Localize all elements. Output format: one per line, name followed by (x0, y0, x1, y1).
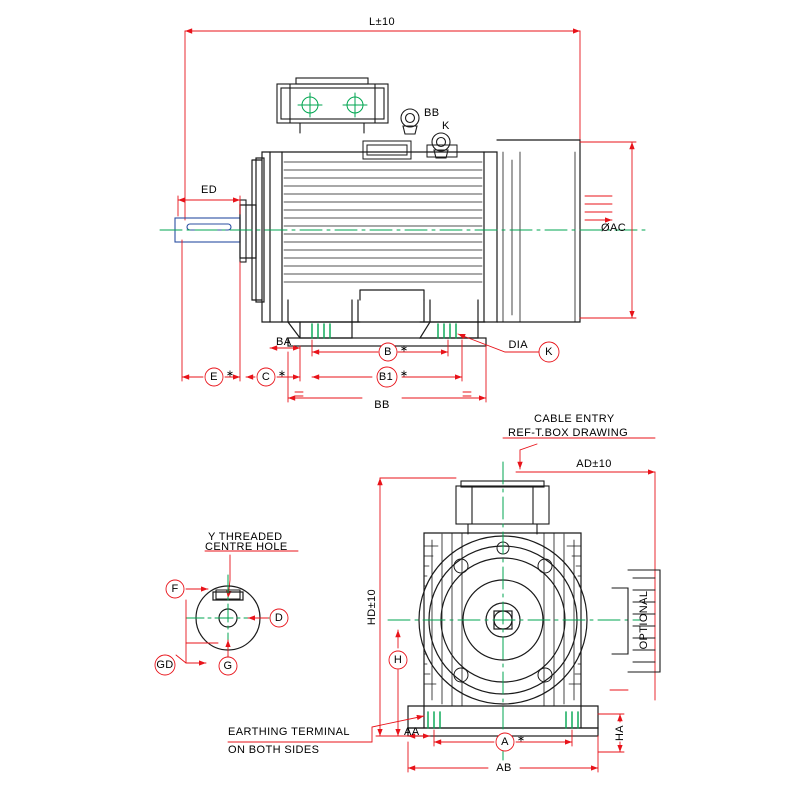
dimension-C (246, 346, 300, 386)
dimension-label-AD: AD±10 (576, 457, 612, 470)
dimension-label-HA: HA (613, 724, 626, 742)
dimension-label-A: A (501, 735, 509, 748)
dimension-B (312, 340, 448, 361)
dimension-HD (376, 478, 456, 736)
dimension-label-B-balloon: BB (424, 106, 440, 119)
dimension-label-BB: BB (374, 398, 390, 411)
terminal-box-side (277, 78, 388, 133)
dimension-ED (178, 196, 240, 216)
fan-cover-ribs (503, 152, 575, 322)
note-earthing-line1: EARTHING TERMINAL (228, 725, 350, 738)
note-cable-entry-line1: CABLE ENTRY (534, 412, 615, 425)
terminal-box-bolts (298, 93, 367, 117)
note-earthing-line2: ON BOTH SIDES (228, 743, 320, 756)
dimension-label-AB: AB (496, 761, 512, 774)
note-cable-entry-line2: REF-T.BOX DRAWING (508, 426, 629, 439)
dimension-L (185, 31, 580, 220)
note-threaded-line2: CENTRE HOLE (205, 540, 288, 553)
optional-cover (612, 570, 660, 672)
shaft-end-detail-view (155, 531, 298, 675)
leader-threaded-hole (205, 551, 298, 598)
dimension-label-B: B (384, 345, 392, 358)
dimension-E (182, 240, 240, 386)
foot-bolt-holes (312, 324, 456, 338)
note-asterisk-B1: ∗ (400, 368, 409, 380)
dimension-label-BA: BA (276, 335, 292, 348)
dimension-label-L: L±10 (369, 15, 395, 28)
dimension-label-K: K (545, 345, 553, 358)
note-asterisk-A: ∗ (517, 733, 526, 745)
motor-body-outline (240, 140, 580, 322)
dimension-label-B1: B1 (378, 370, 394, 383)
side-elevation-view (160, 16, 645, 411)
dimension-label-C: C (261, 370, 271, 383)
front-elevation-view (228, 413, 660, 774)
cooling-fins (284, 162, 482, 282)
dimension-label-D: D (274, 611, 284, 624)
dimension-label-DIA: DIA (508, 338, 528, 351)
label-optional: OPTIONAL (637, 590, 650, 650)
note-asterisk-B: ∗ (400, 343, 409, 355)
dimension-AD (516, 472, 655, 700)
dimension-label-E: E (210, 370, 218, 383)
dimension-label-BB-top: K (442, 119, 450, 132)
dimension-label-F: F (171, 582, 179, 595)
dimension-label-AA: AA (404, 725, 420, 738)
dimension-HA (598, 690, 628, 752)
centreline-front (388, 462, 640, 760)
dimension-label-GD: GD (156, 658, 174, 671)
note-threaded-line1: Y THREADED (208, 530, 283, 543)
note-asterisk-C: ∗ (278, 368, 287, 380)
dimension-label-G: G (223, 659, 233, 672)
dimension-label-AC: ØAC (601, 221, 627, 234)
dimension-label-HD: HD±10 (365, 588, 378, 626)
dimension-label-H: H (393, 653, 403, 666)
shaft-end-cap (240, 200, 246, 262)
dimension-label-ED: ED (200, 183, 218, 196)
note-asterisk-E: ∗ (226, 368, 235, 380)
